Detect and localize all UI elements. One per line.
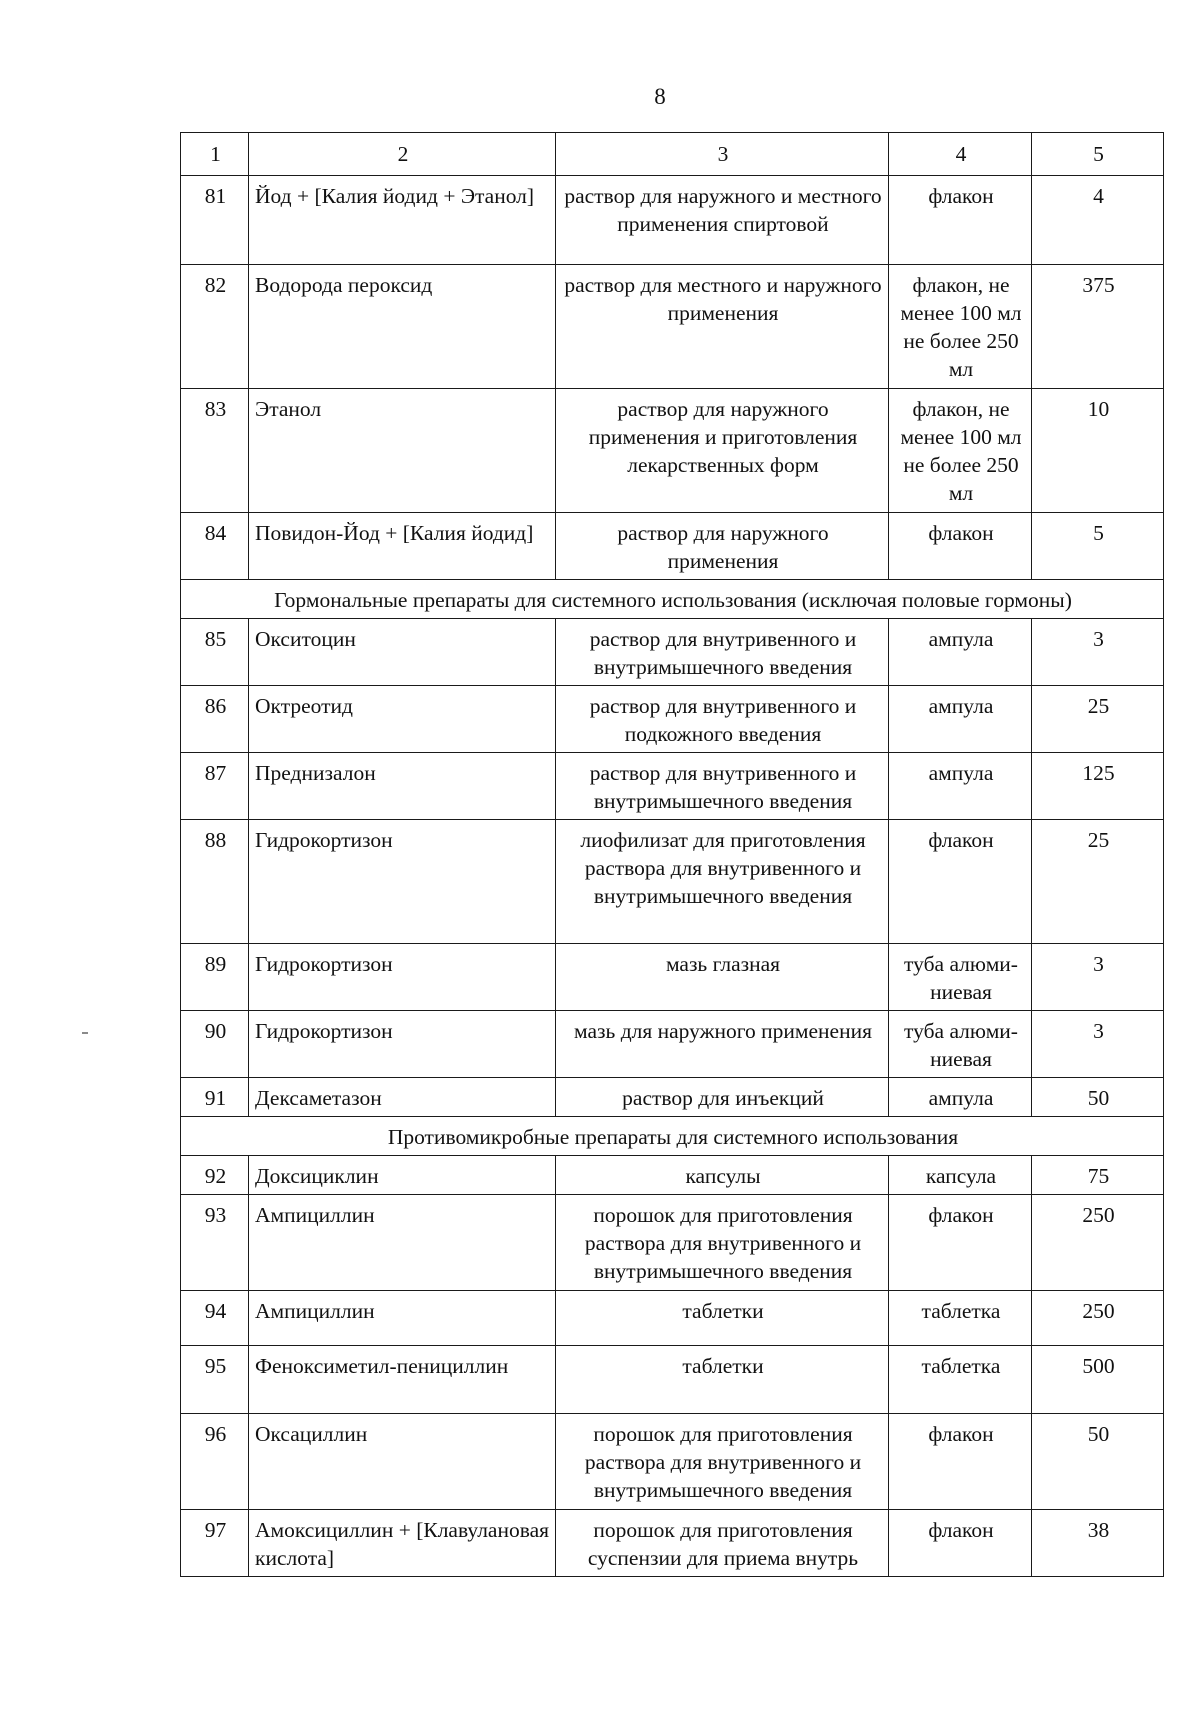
drug-name: Гидрокортизон (249, 944, 556, 1011)
row-number: 89 (181, 944, 249, 1011)
dosage-form: раствор для наружного и местного применения спиртовой (556, 176, 889, 265)
table-row (181, 1510, 1164, 1577)
row-number: 94 (181, 1291, 249, 1346)
table-row (181, 513, 1164, 580)
section-row (181, 580, 1164, 619)
package-unit: флакон (889, 176, 1032, 265)
dosage-form: раствор для местного и наружного применения (556, 265, 889, 389)
dosage-form: раствор для внутривенного и подкожного введения (556, 686, 889, 753)
dosage-form: мазь для наружного применения (556, 1011, 889, 1078)
column-number-1: 1 (181, 133, 249, 176)
column-number-3: 3 (556, 133, 889, 176)
row-number: 81 (181, 176, 249, 265)
row-number: 88 (181, 820, 249, 944)
quantity: 250 (1032, 1291, 1164, 1346)
package-unit: капсула (889, 1156, 1032, 1195)
package-unit: туба алюми-ниевая (889, 1011, 1032, 1078)
column-number-4: 4 (889, 133, 1032, 176)
package-unit: флакон (889, 513, 1032, 580)
section-title: Гормональные препараты для системного использования (исключая половые гормоны) (181, 580, 1164, 619)
dosage-form: мазь глазная (556, 944, 889, 1011)
dosage-form: порошок для приготовления суспензии для приема внутрь (556, 1510, 889, 1577)
package-unit: ампула (889, 619, 1032, 686)
drug-name: Окситоцин (249, 619, 556, 686)
quantity: 38 (1032, 1510, 1164, 1577)
quantity: 50 (1032, 1414, 1164, 1510)
package-unit: таблетка (889, 1346, 1032, 1414)
drug-name: Ампициллин (249, 1291, 556, 1346)
row-number: 91 (181, 1078, 249, 1117)
dosage-form: порошок для приготовления раствора для внутривенного и внутримышечного введения (556, 1195, 889, 1291)
quantity: 375 (1032, 265, 1164, 389)
quantity: 10 (1032, 389, 1164, 513)
row-number: 97 (181, 1510, 249, 1577)
drug-name: Гидрокортизон (249, 1011, 556, 1078)
package-unit: ампула (889, 753, 1032, 820)
dosage-form: таблетки (556, 1346, 889, 1414)
quantity: 125 (1032, 753, 1164, 820)
section-title: Противомикробные препараты для системного использования (181, 1117, 1164, 1156)
quantity: 3 (1032, 619, 1164, 686)
table-row (181, 265, 1164, 389)
dosage-form: раствор для инъекций (556, 1078, 889, 1117)
drug-name: Ампициллин (249, 1195, 556, 1291)
dosage-form: раствор для наружного применения и приготовления лекарственных форм (556, 389, 889, 513)
column-number-5: 5 (1032, 133, 1164, 176)
package-unit: таблетка (889, 1291, 1032, 1346)
row-number: 82 (181, 265, 249, 389)
dosage-form: раствор для внутривенного и внутримышечного введения (556, 753, 889, 820)
drug-name: Амоксициллин + [Клавулановая кислота] (249, 1510, 556, 1577)
package-unit: ампула (889, 1078, 1032, 1117)
quantity: 4 (1032, 176, 1164, 265)
table-row (181, 820, 1164, 944)
package-unit: флакон, не менее 100 мл не более 250 мл (889, 265, 1032, 389)
table-row (181, 753, 1164, 820)
dosage-form: капсулы (556, 1156, 889, 1195)
package-unit: флакон, не менее 100 мл не более 250 мл (889, 389, 1032, 513)
package-unit: флакон (889, 1195, 1032, 1291)
quantity: 75 (1032, 1156, 1164, 1195)
drug-name: Феноксиметил-пенициллин (249, 1346, 556, 1414)
quantity: 50 (1032, 1078, 1164, 1117)
drug-name: Гидрокортизон (249, 820, 556, 944)
drug-name: Оксациллин (249, 1414, 556, 1510)
table-row (181, 1078, 1164, 1117)
package-unit: флакон (889, 820, 1032, 944)
column-number-2: 2 (249, 133, 556, 176)
dosage-form: порошок для приготовления раствора для внутривенного и внутримышечного введения (556, 1414, 889, 1510)
page-number: 8 (654, 84, 666, 109)
drug-name: Октреотид (249, 686, 556, 753)
quantity: 25 (1032, 686, 1164, 753)
row-number: 85 (181, 619, 249, 686)
scan-mark (82, 1032, 88, 1034)
medicines-table (180, 132, 1164, 1577)
table-row (181, 1011, 1164, 1078)
quantity: 3 (1032, 1011, 1164, 1078)
row-number: 86 (181, 686, 249, 753)
row-number: 92 (181, 1156, 249, 1195)
package-unit: флакон (889, 1510, 1032, 1577)
row-number: 93 (181, 1195, 249, 1291)
dosage-form: таблетки (556, 1291, 889, 1346)
drug-name: Дексаметазон (249, 1078, 556, 1117)
table-row (181, 176, 1164, 265)
drug-name: Доксициклин (249, 1156, 556, 1195)
package-unit: флакон (889, 1414, 1032, 1510)
quantity: 500 (1032, 1346, 1164, 1414)
column-number-row (181, 133, 1164, 176)
row-number: 90 (181, 1011, 249, 1078)
section-row (181, 1117, 1164, 1156)
table-row (181, 1414, 1164, 1510)
table-row (181, 619, 1164, 686)
quantity: 250 (1032, 1195, 1164, 1291)
table-row (181, 686, 1164, 753)
table-row (181, 389, 1164, 513)
row-number: 95 (181, 1346, 249, 1414)
drug-name: Йод + [Калия йодид + Этанол] (249, 176, 556, 265)
table-row (181, 1291, 1164, 1346)
quantity: 5 (1032, 513, 1164, 580)
dosage-form: раствор для внутривенного и внутримышечного введения (556, 619, 889, 686)
drug-name: Преднизалон (249, 753, 556, 820)
table-row (181, 944, 1164, 1011)
table-row (181, 1156, 1164, 1195)
package-unit: туба алюми-ниевая (889, 944, 1032, 1011)
drug-name: Водорода пероксид (249, 265, 556, 389)
quantity: 3 (1032, 944, 1164, 1011)
dosage-form: лиофилизат для приготовления раствора для внутривенного и внутримышечного введения (556, 820, 889, 944)
drug-name: Этанол (249, 389, 556, 513)
row-number: 83 (181, 389, 249, 513)
drug-name: Повидон-Йод + [Калия йодид] (249, 513, 556, 580)
row-number: 84 (181, 513, 249, 580)
row-number: 96 (181, 1414, 249, 1510)
table-row (181, 1346, 1164, 1414)
quantity: 25 (1032, 820, 1164, 944)
table-row (181, 1195, 1164, 1291)
dosage-form: раствор для наружного применения (556, 513, 889, 580)
package-unit: ампула (889, 686, 1032, 753)
row-number: 87 (181, 753, 249, 820)
